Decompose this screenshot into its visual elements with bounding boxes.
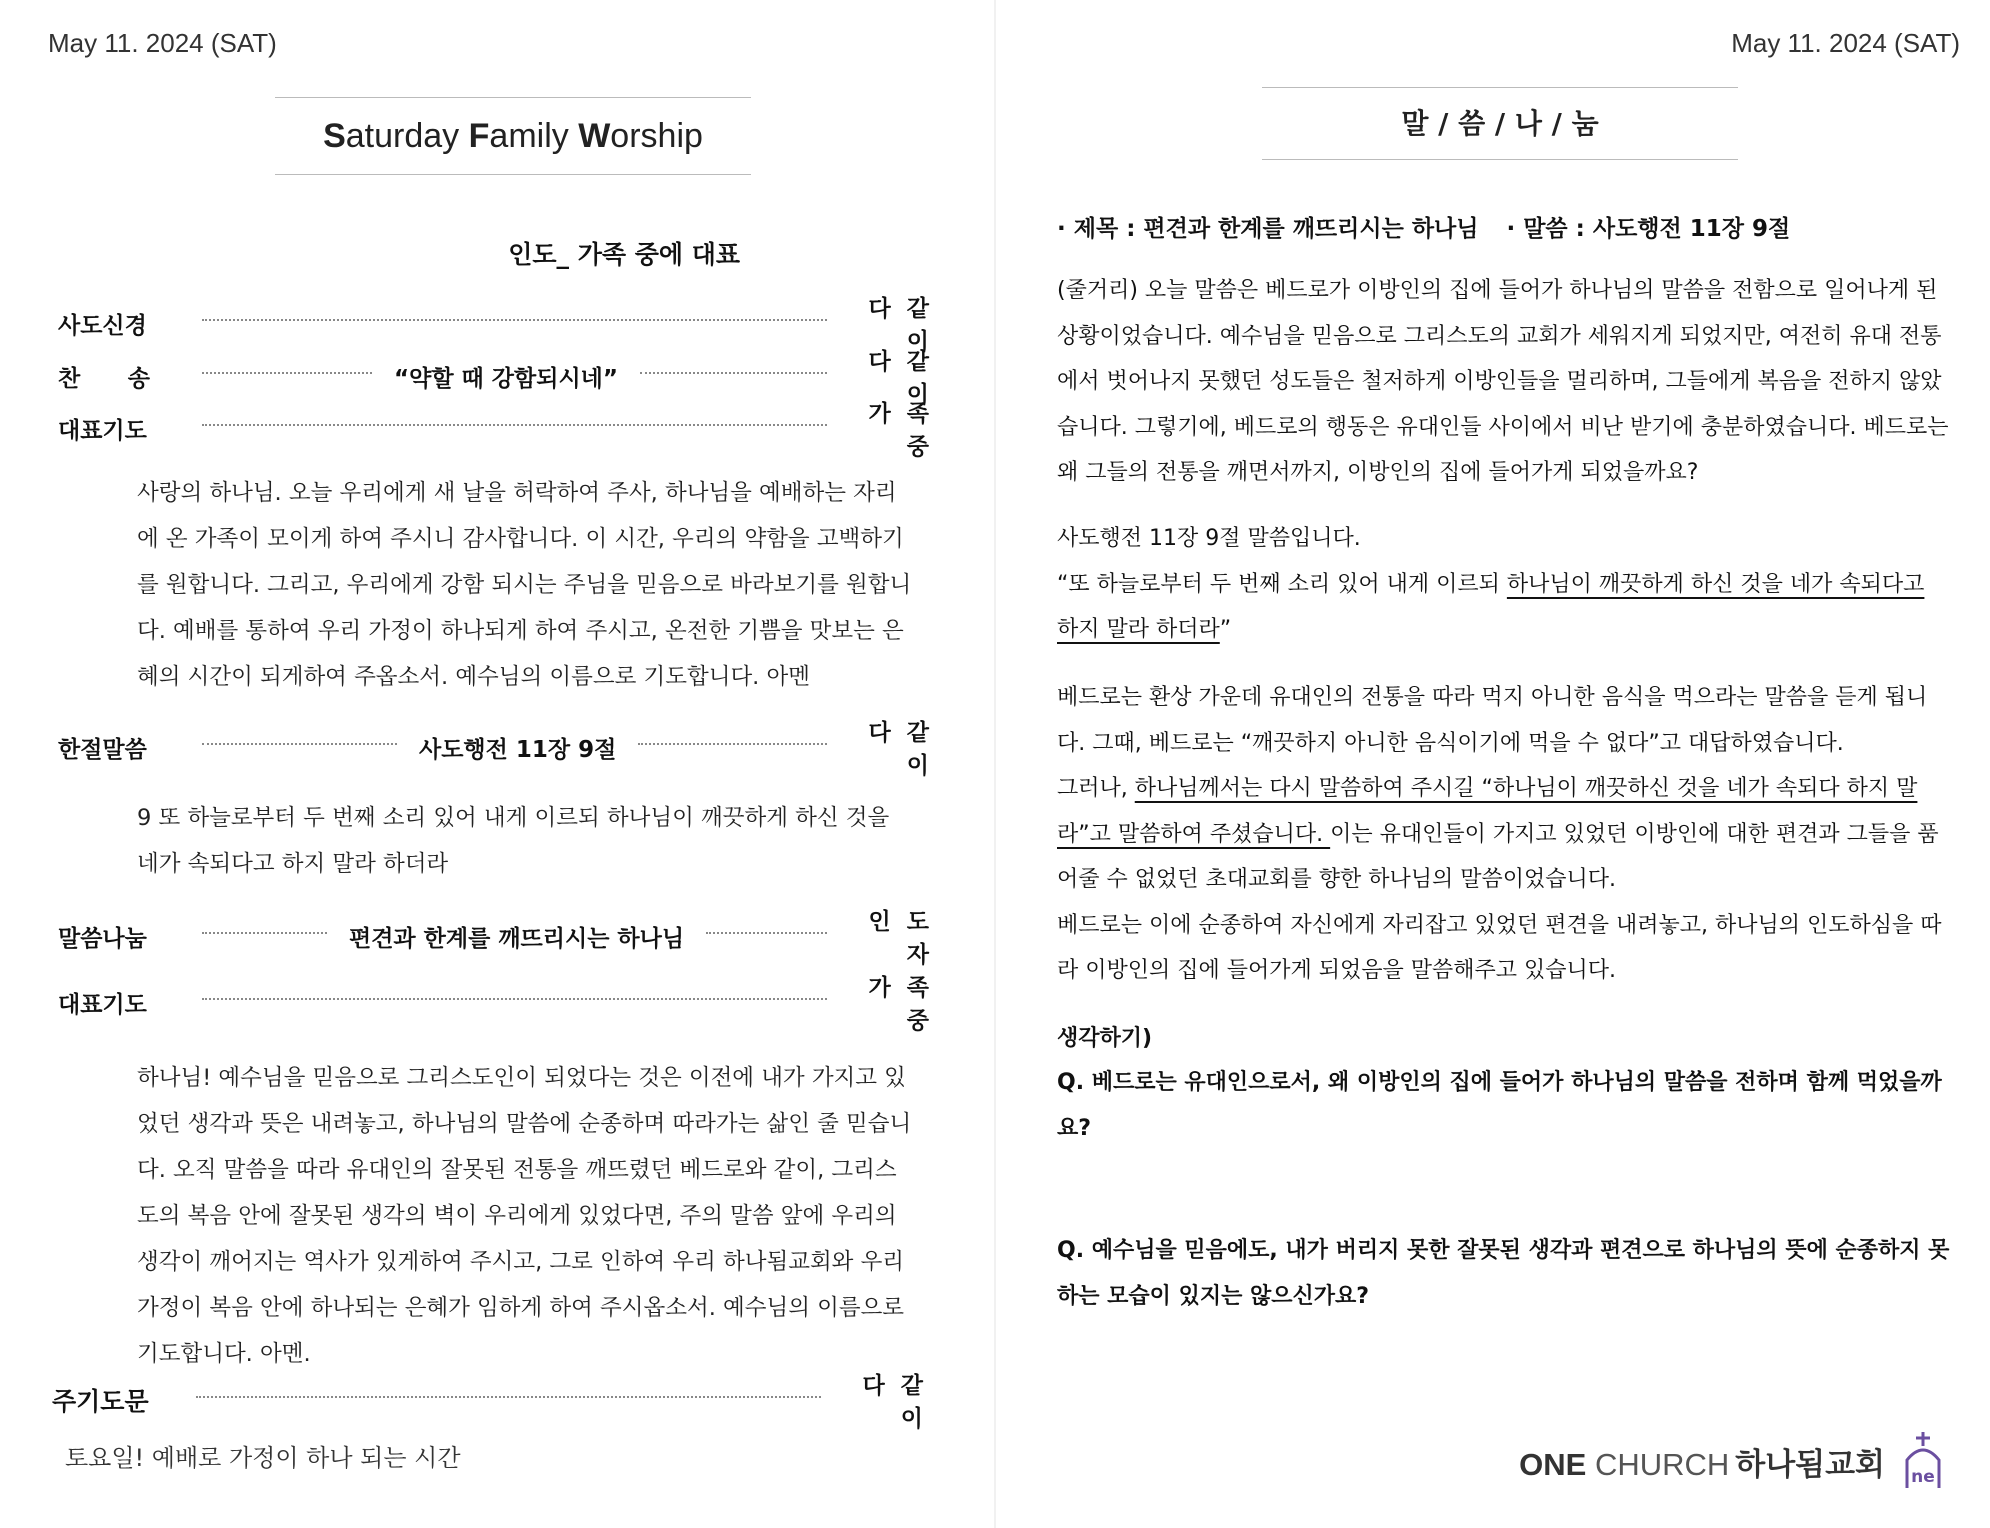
prayer-text-2: 하나님! 예수님을 믿음으로 그리스도인이 되었다는 것은 이전에 내가 가지고 있었던 생각과 뜻은 내려놓고, 하나님의 말씀에 순종하며 따라가는 삶인 줄 믿습니다. 오직 말씀을 따라 유대인의 잘못된 전통을 깨뜨렸던 베드로와 같이, 그리스도의 복음 안에 잘못된 생각의 벽이 우리에게 있었다면, 주의 말씀 앞에 우리의 생각이 깨어지는 역사가 있게하여 주시고, 그로 인하여 우리 하나됨교회와 우리 가정이 복음 안에 하나되는 은혜가 임하게 하여 주시옵소서. 예수님의 이름으로 기도합니다. 아멘.	[137, 1065, 912, 1367]
dotted-leader	[706, 932, 827, 934]
logo-church: CHURCH	[1586, 1446, 1730, 1482]
order-performer: 다 같 이	[868, 296, 933, 355]
title-letter-s: S	[323, 117, 346, 155]
footer-slogan: 토요일! 예배로 가정이 하나 되는 시간	[65, 1444, 461, 1472]
logo-one: ONE	[1519, 1446, 1587, 1482]
scripture-reference: 사도행전 11장 9절 말씀입니다.	[1057, 526, 1361, 551]
order-row-lords-prayer	[52, 1373, 927, 1432]
leader-line: 인도_ 가족 중에 대표	[508, 240, 740, 269]
title-letter-w: W	[578, 117, 611, 155]
church-name	[1519, 1439, 1885, 1484]
dotted-leader	[196, 1396, 821, 1398]
quote-part: ”	[1219, 617, 1232, 642]
sharing-title: 말 / 씀 / 나 / 눔	[1262, 87, 1738, 160]
order-label: 주기도문	[52, 1387, 149, 1416]
quote-part: “또 하늘로부터 두 번째 소리 있어 내게 이르되	[1057, 571, 1507, 597]
order-label: 말씀나눔	[58, 925, 147, 952]
order-row-verse	[58, 720, 933, 779]
dotted-leader	[638, 743, 827, 745]
order-performer: 가 족 중	[868, 975, 933, 1034]
church-emblem-icon	[1901, 1430, 1945, 1492]
verse-reference: 사도행전 11장 9절	[419, 736, 617, 763]
sermon-heading	[1057, 210, 1790, 243]
quote-underlined: 하나님이 깨끗하게 하신 것을 네가 속되다고 하지 말라 하더라	[1057, 571, 1925, 642]
title-letter-f: F	[468, 117, 490, 155]
think-label: 생각하기)	[1057, 1026, 1153, 1051]
scripture-block	[1057, 516, 1950, 653]
title-part: orship	[610, 117, 703, 155]
dotted-leader	[202, 424, 827, 426]
sermon-title: 편견과 한계를 깨뜨리시는 하나님	[349, 925, 685, 952]
order-row-hymn	[58, 349, 933, 408]
order-label-part: 송	[127, 365, 150, 392]
body-part: 이는 유대인들이 가지고 있었던 이방인에 대한 편견과 그들을 품어줄 수 없었던 초대교회를 향한 하나님의 말씀이었습니다.	[1057, 821, 1939, 892]
sermon-title-heading: · 제목 : 편견과 한계를 깨뜨리시는 하나님	[1057, 216, 1479, 242]
dotted-leader	[202, 932, 327, 934]
dotted-leader	[202, 319, 827, 321]
worship-title	[275, 97, 751, 175]
order-label: 대표기도	[58, 417, 147, 444]
emblem-text: ne	[1911, 1467, 1935, 1487]
hymn-title: “약할 때 강함되시네”	[394, 365, 618, 392]
church-logo	[1519, 1430, 1945, 1492]
order-label: 사도신경	[58, 312, 147, 339]
dotted-leader	[640, 372, 827, 374]
question-2: Q. 예수님을 믿음에도, 내가 버리지 못한 잘못된 생각과 편견으로 하나님의 뜻에 순종하지 못하는 모습이 있지는 않으신가요?	[1057, 1238, 1950, 1309]
left-date: May 11. 2024 (SAT)	[48, 28, 277, 58]
order-performer: 다 같 이	[868, 720, 933, 779]
order-label: 한절말씀	[58, 736, 147, 763]
body-paragraph-1: 베드로는 환상 가운데 유대인의 전통을 따라 먹지 아니한 음식을 먹으라는 말씀을 듣게 됩니다. 그때, 베드로는 “깨끗하지 아니한 음식이기에 먹을 수 없다”고 대답하였습니다.	[1057, 685, 1928, 756]
verse-text: 9 또 하늘로부터 두 번째 소리 있어 내게 이르되 하나님이 깨끗하게 하신 것을 네가 속되다고 하지 말라 하더라	[137, 805, 890, 877]
body-paragraph-2	[1057, 766, 1950, 903]
dotted-leader	[202, 372, 372, 374]
body-underlined: 하나님께서는 다시 말씀하여 주시길 “하나님이 깨끗하신 것을 네가 속되다 하지 말라”고 말씀하여 주셨습니다.	[1057, 776, 1918, 847]
title-part: amily	[489, 117, 579, 155]
order-label-part: 찬	[58, 365, 81, 392]
order-label: 대표기도	[58, 991, 147, 1018]
scripture-quote	[1057, 562, 1950, 653]
dotted-leader	[202, 998, 827, 1000]
order-row-prayer-2	[58, 975, 933, 1034]
question-1: Q. 베드로는 유대인으로서, 왜 이방인의 집에 들어가 하나님의 말씀을 전하며 함께 먹었을까요?	[1057, 1070, 1942, 1141]
order-performer: 가 족 중	[868, 401, 933, 460]
title-part: aturday	[345, 117, 469, 155]
order-row-sermon	[58, 909, 933, 968]
dotted-leader	[202, 743, 397, 745]
body-block	[1057, 675, 1950, 994]
sermon-verse-heading: · 말씀 : 사도행전 11장 9절	[1506, 216, 1791, 242]
order-performer: 인 도 자	[868, 909, 933, 968]
order-performer: 다 같 이	[868, 349, 933, 408]
order-row-creed	[58, 296, 933, 355]
order-performer: 다 같 이	[862, 1373, 927, 1432]
sermon-sharing-page	[995, 0, 1990, 1528]
body-part: 그러나,	[1057, 776, 1135, 801]
right-date: May 11. 2024 (SAT)	[1731, 28, 1960, 58]
logo-korean: 하나됨교회	[1735, 1446, 1885, 1482]
order-label	[58, 360, 150, 393]
prayer-text-1: 사랑의 하나님. 오늘 우리에게 새 날을 허락하여 주사, 하나님을 예배하는 자리에 온 가족이 모이게 하여 주시니 감사합니다. 이 시간, 우리의 약함을 고백하기를 원합니다. 그리고, 우리에게 강함 되시는 주님을 믿음으로 바라보기를 원합니다. 예배를 통하여 우리 가정이 하나되게 하여 주시고, 온전한 기쁨을 맛보는 은혜의 시간이 되게하여 주옵소서. 예수님의 이름으로 기도합니다. 아멘	[137, 480, 912, 690]
body-paragraph-3: 베드로는 이에 순종하여 자신에게 자리잡고 있었던 편견을 내려놓고, 하나님의 인도하심을 따라 이방인의 집에 들어가게 되었음을 말씀해주고 있습니다.	[1057, 912, 1942, 983]
order-row-prayer	[58, 401, 933, 460]
summary-paragraph: (줄거리) 오늘 말씀은 베드로가 이방인의 집에 들어가 하나님의 말씀을 전함으로 일어나게 된 상황이었습니다. 예수님을 믿음으로 그리스도의 교회가 세워지게 되었지만, 여전히 유대 전통에서 벗어나지 못했던 성도들은 철저하게 이방인들을 멀리하며, 그들에게 복음을 전하지 않았습니다. 그렇기에, 베드로의 행동은 유대인들 사이에서 비난 받기에 충분하였습니다. 베드로는 왜 그들의 전통을 깨면서까지, 이방인의 집에 들어가게 되었을까요?	[1057, 278, 1949, 485]
